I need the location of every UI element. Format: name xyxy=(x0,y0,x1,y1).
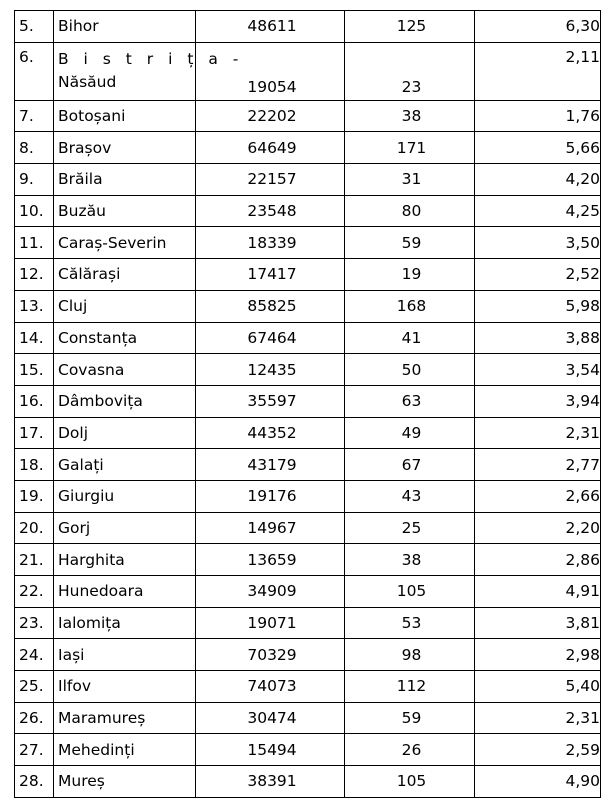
table-row xyxy=(15,734,601,766)
table-row xyxy=(15,132,601,164)
value-column-2: 49 xyxy=(345,417,475,449)
county-name-line-1: B i s t r i ț a - xyxy=(58,49,244,68)
value-column-3: 2,86 xyxy=(475,544,601,576)
value-column-3: 5,66 xyxy=(475,132,601,164)
table-row xyxy=(15,576,601,608)
row-number: 16. xyxy=(15,385,54,417)
table-row xyxy=(15,639,601,671)
county-name: Gorj xyxy=(54,512,196,544)
row-number: 19. xyxy=(15,480,54,512)
value-column-1: 13659 xyxy=(196,544,345,576)
table-row xyxy=(15,195,601,227)
table-row xyxy=(15,290,601,322)
value-column-2: 31 xyxy=(345,164,475,196)
value-column-1: 67464 xyxy=(196,322,345,354)
value-column-2: 67 xyxy=(345,449,475,481)
value-column-1: 14967 xyxy=(196,512,345,544)
value-column-1: 48611 xyxy=(196,11,345,43)
value-column-1: 17417 xyxy=(196,259,345,291)
value-column-1: 12435 xyxy=(196,354,345,386)
row-number: 17. xyxy=(15,417,54,449)
county-name: Hunedoara xyxy=(54,576,196,608)
row-number: 21. xyxy=(15,544,54,576)
value-column-1: 34909 xyxy=(196,576,345,608)
table-row xyxy=(15,417,601,449)
value-column-1: 30474 xyxy=(196,702,345,734)
value-column-2: 43 xyxy=(345,480,475,512)
table-row xyxy=(15,42,601,100)
value-column-2: 19 xyxy=(345,259,475,291)
value-column-3: 4,20 xyxy=(475,164,601,196)
value-column-3: 6,30 xyxy=(475,11,601,43)
row-number: 6. xyxy=(15,42,54,100)
county-name: Maramureș xyxy=(54,702,196,734)
value-column-2: 112 xyxy=(345,671,475,703)
value-column-1: 85825 xyxy=(196,290,345,322)
value-column-3: 2,66 xyxy=(475,480,601,512)
row-number: 22. xyxy=(15,576,54,608)
county-name: Cluj xyxy=(54,290,196,322)
table-row xyxy=(15,480,601,512)
value-column-2: 168 xyxy=(345,290,475,322)
row-number: 27. xyxy=(15,734,54,766)
value-column-2: 26 xyxy=(345,734,475,766)
row-number: 8. xyxy=(15,132,54,164)
value-column-3: 4,90 xyxy=(475,766,601,798)
value-column-1: 23548 xyxy=(196,195,345,227)
row-number: 15. xyxy=(15,354,54,386)
value-column-3: 5,98 xyxy=(475,290,601,322)
value-column-2: 23 xyxy=(345,42,475,100)
county-name: Ilfov xyxy=(54,671,196,703)
value-column-1: 19071 xyxy=(196,607,345,639)
county-name: Brăila xyxy=(54,164,196,196)
county-name: Mehedinți xyxy=(54,734,196,766)
value-column-2: 59 xyxy=(345,227,475,259)
table-row xyxy=(15,607,601,639)
county-name: Botoșani xyxy=(54,100,196,132)
value-column-1: 44352 xyxy=(196,417,345,449)
table-row xyxy=(15,766,601,798)
county-name: Călărași xyxy=(54,259,196,291)
value-column-1: 64649 xyxy=(196,132,345,164)
table-row xyxy=(15,385,601,417)
value-column-3: 3,81 xyxy=(475,607,601,639)
row-number: 7. xyxy=(15,100,54,132)
row-number: 13. xyxy=(15,290,54,322)
value-column-3: 3,94 xyxy=(475,385,601,417)
value-column-2: 50 xyxy=(345,354,475,386)
row-number: 25. xyxy=(15,671,54,703)
row-number: 14. xyxy=(15,322,54,354)
row-number: 10. xyxy=(15,195,54,227)
value-column-3: 2,98 xyxy=(475,639,601,671)
county-name: Covasna xyxy=(54,354,196,386)
value-column-1: 19054 xyxy=(196,42,345,100)
value-column-2: 80 xyxy=(345,195,475,227)
table-row xyxy=(15,100,601,132)
row-number: 23. xyxy=(15,607,54,639)
table-row xyxy=(15,259,601,291)
value-column-2: 125 xyxy=(345,11,475,43)
value-column-3: 3,50 xyxy=(475,227,601,259)
value-column-2: 98 xyxy=(345,639,475,671)
county-name: Caraș-Severin xyxy=(54,227,196,259)
value-column-1: 38391 xyxy=(196,766,345,798)
value-column-1: 35597 xyxy=(196,385,345,417)
county-data-table xyxy=(14,10,601,798)
row-number: 18. xyxy=(15,449,54,481)
county-name: Buzău xyxy=(54,195,196,227)
county-name-line-2: Năsăud xyxy=(58,72,117,91)
value-column-1: 22202 xyxy=(196,100,345,132)
value-column-2: 53 xyxy=(345,607,475,639)
value-column-3: 2,77 xyxy=(475,449,601,481)
value-column-1: 70329 xyxy=(196,639,345,671)
value-column-3: 3,54 xyxy=(475,354,601,386)
county-name: Ialomița xyxy=(54,607,196,639)
value-column-1: 18339 xyxy=(196,227,345,259)
value-column-1: 22157 xyxy=(196,164,345,196)
row-number: 20. xyxy=(15,512,54,544)
value-column-3: 1,76 xyxy=(475,100,601,132)
county-name: Harghita xyxy=(54,544,196,576)
table-row xyxy=(15,322,601,354)
value-column-3: 2,11 xyxy=(475,42,601,100)
value-column-3: 2,59 xyxy=(475,734,601,766)
value-column-1: 43179 xyxy=(196,449,345,481)
value-column-2: 25 xyxy=(345,512,475,544)
county-name: Bihor xyxy=(54,11,196,43)
value-column-2: 38 xyxy=(345,100,475,132)
table-row xyxy=(15,11,601,43)
county-name: Galați xyxy=(54,449,196,481)
table-body xyxy=(15,11,601,798)
value-column-2: 38 xyxy=(345,544,475,576)
row-number: 28. xyxy=(15,766,54,798)
row-number: 12. xyxy=(15,259,54,291)
value-column-2: 41 xyxy=(345,322,475,354)
table-row xyxy=(15,671,601,703)
value-column-1: 19176 xyxy=(196,480,345,512)
county-name xyxy=(54,42,244,100)
row-number: 9. xyxy=(15,164,54,196)
value-column-3: 3,88 xyxy=(475,322,601,354)
row-number: 26. xyxy=(15,702,54,734)
value-column-1: 15494 xyxy=(196,734,345,766)
county-name: Constanța xyxy=(54,322,196,354)
value-column-1: 74073 xyxy=(196,671,345,703)
value-column-2: 63 xyxy=(345,385,475,417)
value-column-3: 5,40 xyxy=(475,671,601,703)
table-row xyxy=(15,702,601,734)
county-name: Iași xyxy=(54,639,196,671)
table-row xyxy=(15,164,601,196)
table-row xyxy=(15,449,601,481)
value-column-3: 2,31 xyxy=(475,417,601,449)
value-column-3: 2,52 xyxy=(475,259,601,291)
value-column-2: 105 xyxy=(345,766,475,798)
value-column-2: 171 xyxy=(345,132,475,164)
value-column-3: 4,25 xyxy=(475,195,601,227)
county-name: Mureș xyxy=(54,766,196,798)
value-column-3: 2,20 xyxy=(475,512,601,544)
value-column-2: 59 xyxy=(345,702,475,734)
table-row xyxy=(15,512,601,544)
county-name: Giurgiu xyxy=(54,480,196,512)
table-row xyxy=(15,544,601,576)
row-number: 24. xyxy=(15,639,54,671)
table-row xyxy=(15,354,601,386)
county-name: Dolj xyxy=(54,417,196,449)
row-number: 5. xyxy=(15,11,54,43)
value-column-2: 105 xyxy=(345,576,475,608)
table-row xyxy=(15,227,601,259)
row-number: 11. xyxy=(15,227,54,259)
value-column-3: 4,91 xyxy=(475,576,601,608)
county-name: Dâmbovița xyxy=(54,385,196,417)
value-column-3: 2,31 xyxy=(475,702,601,734)
county-name: Brașov xyxy=(54,132,196,164)
